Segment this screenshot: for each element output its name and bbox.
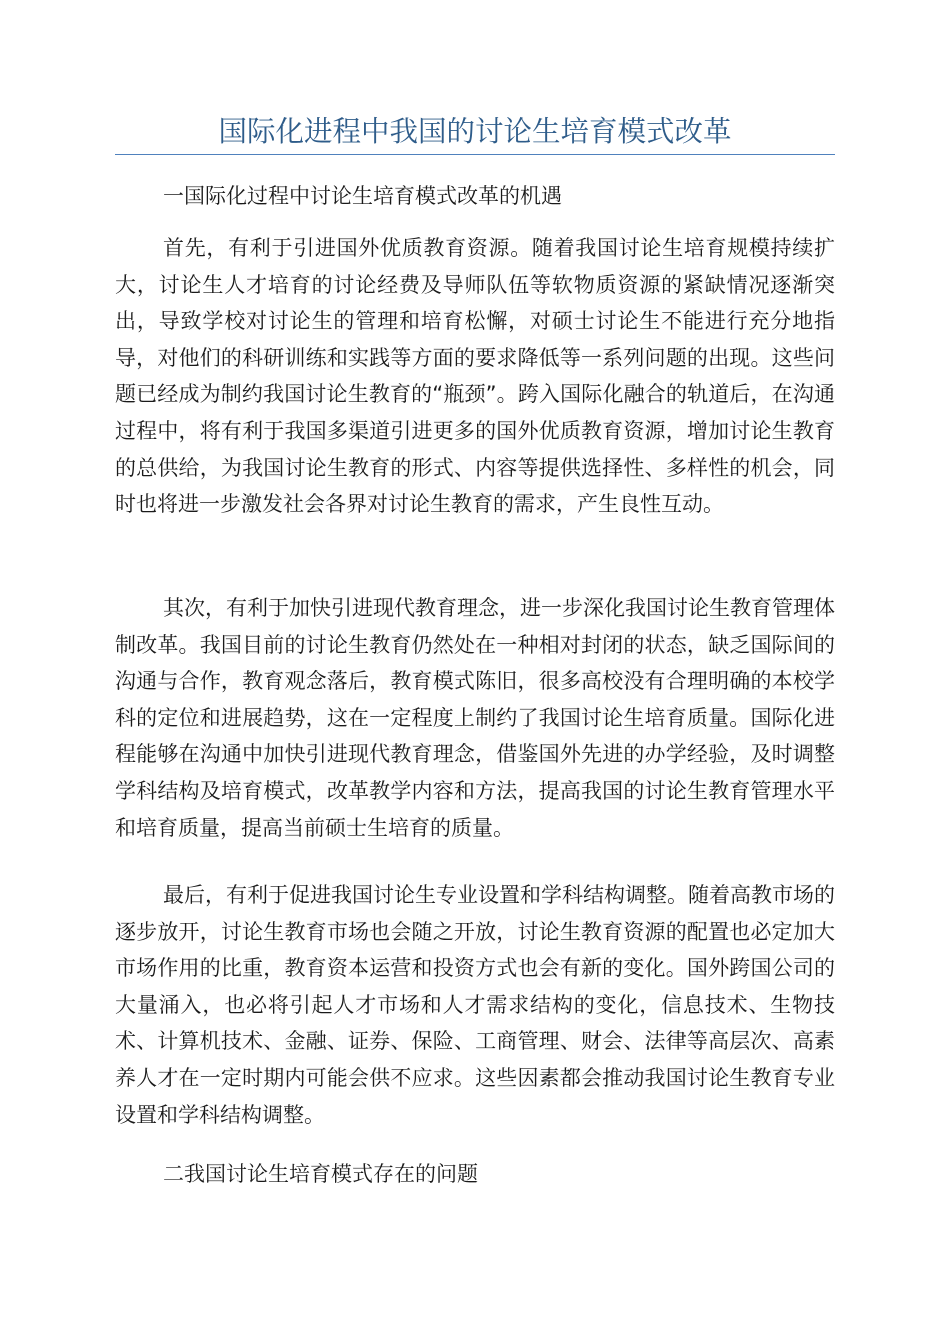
document-title: 国际化进程中我国的讨论生培育模式改革: [218, 115, 732, 148]
paragraph-third: 最后，有利于促进我国讨论生专业设置和学科结构调整。随着高教市场的逐步放开，讨论生教育市场也会随之开放，讨论生教育资源的配置也必定加大市场作用的比重，教育资本运营和投资方式也会有新的变化。国外跨国公司的大量涌入，也必将引起人才市场和人才需求结构的变化，信息技术、生物技术、计算机技术、金融、证券、保险、工商管理、财会、法律等高层次、高素养人才在一定时期内可能会供不应求。这些因素都会推动我国讨论生教育专业设置和学科结构调整。: [115, 883, 835, 1127]
section-heading-2: 二我国讨论生培育模式存在的问题: [163, 1162, 478, 1186]
section-heading-1: 一国际化过程中讨论生培育模式改革的机遇: [163, 184, 562, 208]
paragraph-second: 其次，有利于加快引进现代教育理念，进一步深化我国讨论生教育管理体制改革。我国目前的讨论生教育仍然处在一种相对封闭的状态，缺乏国际间的沟通与合作，教育观念落后，教育模式陈旧，很多高校没有合理明确的本校学科的定位和进展趋势，这在一定程度上制约了我国讨论生培育质量。国际化进程能够在沟通中加快引进现代教育理念，借鉴国外先进的办学经验，及时调整学科结构及培育模式，改革教学内容和方法，提高我国的讨论生教育管理水平和培育质量，提高当前硕士生培育的质量。: [115, 596, 835, 840]
title-underline-divider: [115, 154, 835, 155]
paragraph-first: 首先，有利于引进国外优质教育资源。随着我国讨论生培育规模持续扩大，讨论生人才培育的讨论经费及导师队伍等软物质资源的紧缺情况逐渐突出，导致学校对讨论生的管理和培育松懈，对硕士讨论生不能进行充分地指导，对他们的科研训练和实践等方面的要求降低等一系列问题的出现。这些问题已经成为制约我国讨论生教育的“瓶颈”。跨入国际化融合的轨道后，在沟通过程中，将有利于我国多渠道引进更多的国外优质教育资源，增加讨论生教育的总供给，为我国讨论生教育的形式、内容等提供选择性、多样性的机会，同时也将进一步激发社会各界对讨论生教育的需求，产生良性互动。: [115, 236, 835, 517]
